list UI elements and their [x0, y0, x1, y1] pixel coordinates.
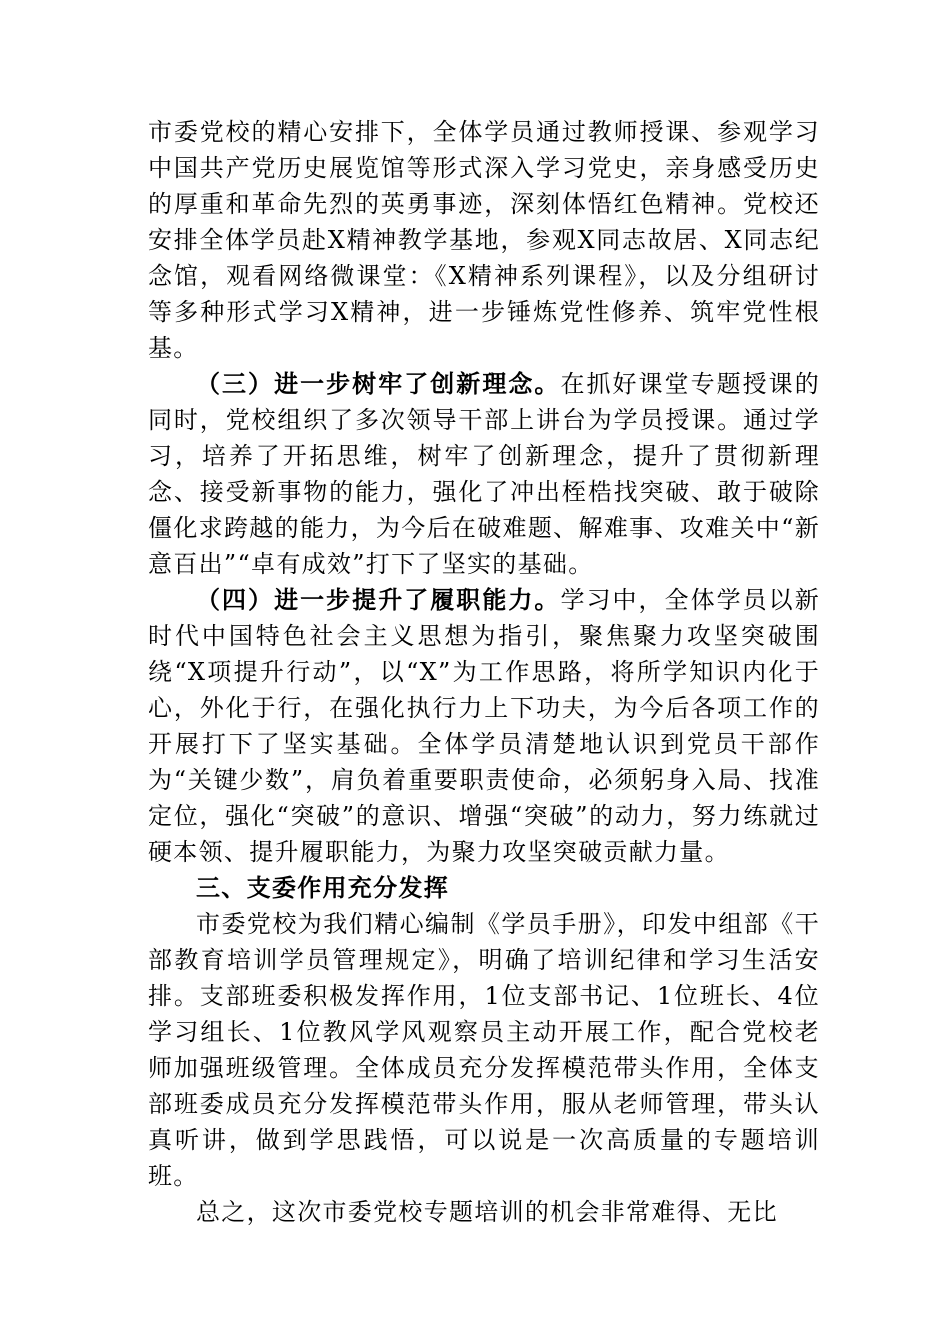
paragraph-summary: 总之，这次市委党校专题培训的机会非常难得、无比	[196, 1198, 778, 1226]
subheading-innovation: （三）进一步树牢了创新理念。	[196, 369, 561, 398]
paragraph-innovation-body: 在抓好课堂专题授课的同时，党校组织了多次领导干部上讲台为学员授课。通过学习，培养了开拓思维，树牢了创新理念，提升了贯彻新理念、接受新事物的能力，强化了冲出桎梏找突破、敢于破除僵化求跨越的能力，为今后在破难题、解难事、攻难关中“新意百出”“卓有成效”打下了坚实的基础。	[148, 370, 821, 578]
paragraph-capability-body: 学习中，全体学员以新时代中国特色社会主义思想为指引，聚焦聚力攻坚突破围绕“X项提升行动”，以“X”为工作思路，将所学知识内化于心，外化于行，在强化执行力上下功夫，为今后各项工作的开展打下了坚实基础。全体学员清楚地认识到党员干部作为“关键少数”，肩负着重要职责使命，必须躬身入局、找准定位，强化“突破”的意识、增强“突破”的动力，努力练就过硬本领、提升履职能力，为聚力攻坚突破贡献力量。	[148, 586, 821, 866]
paragraph-party-history: 市委党校的精心安排下，全体学员通过教师授课、参观学习中国共产党历史展览馆等形式深入学习党史，亲身感受历史的厚重和革命先烈的英勇事迹，深刻体悟红色精神。党校还安排全体学员赴X精神教学基地，参观X同志故居、X同志纪念馆，观看网络微课堂：《X精神系列课程》，以及分组研讨等多种形式学习X精神，进一步锤炼党性修养、筑牢党性根基。	[148, 118, 820, 362]
paragraph-innovation	[148, 366, 820, 582]
section-heading-committee: 三、支委作用充分发挥	[196, 874, 449, 902]
paragraph-capability	[148, 582, 820, 870]
paragraph-committee: 市委党校为我们精心编制《学员手册》，印发中组部《干部教育培训学员管理规定》，明确了培训纪律和学习生活安排。支部班委积极发挥作用，1位支部书记、1位班长、4位学习组长、1位教风学风观察员主动开展工作，配合党校老师加强班级管理。全体成员充分发挥模范带头作用，全体支部班委成员充分发挥模范带头作用，服从老师管理，带头认真听讲，做到学思践悟，可以说是一次高质量的专题培训班。	[148, 910, 820, 1190]
document-page	[148, 114, 820, 1230]
subheading-capability: （四）进一步提升了履职能力。	[196, 585, 561, 614]
